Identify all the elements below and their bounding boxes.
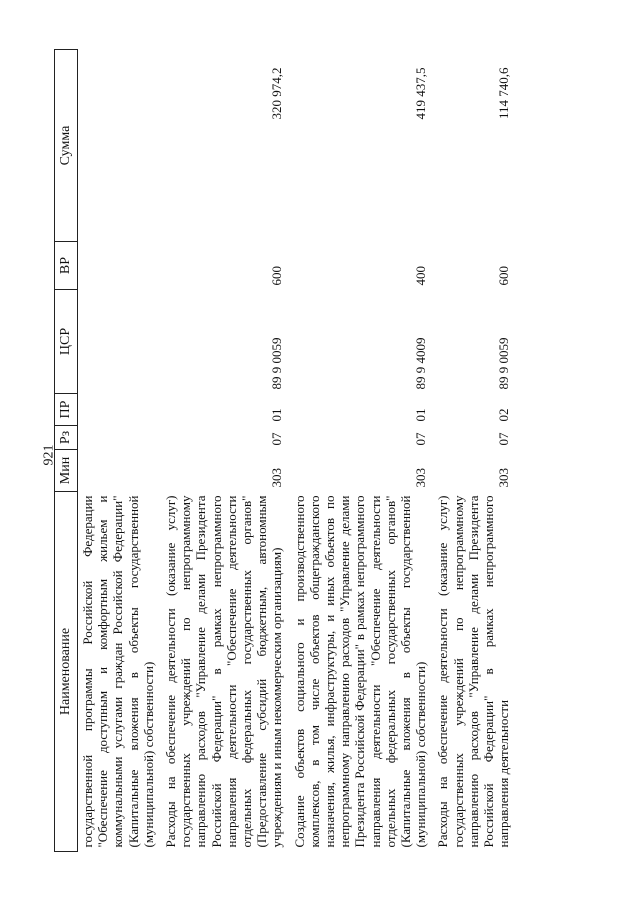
budget-table-page	[54, 50, 589, 852]
row-pr: 02	[496, 408, 512, 422]
row-vr: 600	[496, 266, 512, 286]
row-sum: 114 740,6	[496, 67, 512, 120]
page-number-text: 921	[41, 444, 56, 466]
row-min	[78, 450, 160, 492]
row-min: 303	[413, 468, 429, 488]
row-csr	[78, 290, 160, 394]
row-vr: 600	[269, 266, 285, 286]
row-vr	[78, 242, 160, 290]
header-vr: ВР	[55, 242, 78, 290]
row-rz: 07	[269, 432, 285, 446]
row-pr: 01	[269, 408, 285, 422]
row-rz	[78, 426, 160, 450]
table-row	[288, 50, 432, 852]
row-csr: 89 9 4009	[413, 337, 429, 390]
row-name: Расходы на обеспечение деятельности (оказание услуг) государственных учреждений по непрограммному направлению расходов "Управление делами Президента Российской Федерации" в рамках непрограммного направления деятельности	[435, 495, 512, 848]
row-pr: 01	[413, 408, 429, 422]
table-row	[431, 50, 514, 852]
row-csr: 89 9 0059	[269, 337, 285, 390]
row-min: 303	[269, 468, 285, 488]
header-name: Наименование	[55, 492, 78, 852]
header-csr: ЦСР	[55, 290, 78, 394]
row-sum: 419 437,5	[413, 67, 429, 120]
row-rz: 07	[413, 432, 429, 446]
table-header-row	[55, 50, 78, 852]
row-name: Расходы на обеспечение деятельности (оказание услуг) государственных учреждений по непрограммному направлению расходов "Управление делами Президента Российской Федерации" в рамках непрограммного направления деятельности "Обеспечение деятельности отдельных федеральных государственных органов" (Предоставление субсидий бюджетным, автономным учреждениям и иным некоммерческим организациям)	[163, 495, 285, 848]
row-min: 303	[496, 468, 512, 488]
table-row	[78, 50, 160, 852]
row-sum: 320 974,2	[269, 67, 285, 120]
budget-table	[54, 49, 514, 852]
row-name: государственной программы Российской Федерации "Обеспечение доступным и комфортным жильем и коммунальными услугами граждан Российской Федерации" (Капитальные вложения в объекты государственной (муниципальной) собственности)	[80, 495, 156, 848]
table-row	[159, 50, 288, 852]
row-csr: 89 9 0059	[496, 337, 512, 390]
row-name: Создание объектов социального и производственного комплексов, в том числе объектов общегражданского назначения, жилья, инфраструктуры, и иных объектов по непрограммному направлению расходов "Управление делами Президента Российской Федерации" в рамках непрограммного направления деятельности "Обеспечение деятельности отдельных федеральных государственных органов" (Капитальные вложения в объекты государственной (муниципальной) собственности)	[291, 495, 429, 848]
header-min: Мин	[55, 450, 78, 492]
row-vr: 400	[413, 266, 429, 286]
header-rz: Рз	[55, 426, 78, 450]
header-pr: ПР	[55, 394, 78, 426]
row-rz: 07	[496, 432, 512, 446]
row-sum	[78, 50, 160, 242]
header-sum: Сумма	[55, 50, 78, 242]
row-pr	[78, 394, 160, 426]
